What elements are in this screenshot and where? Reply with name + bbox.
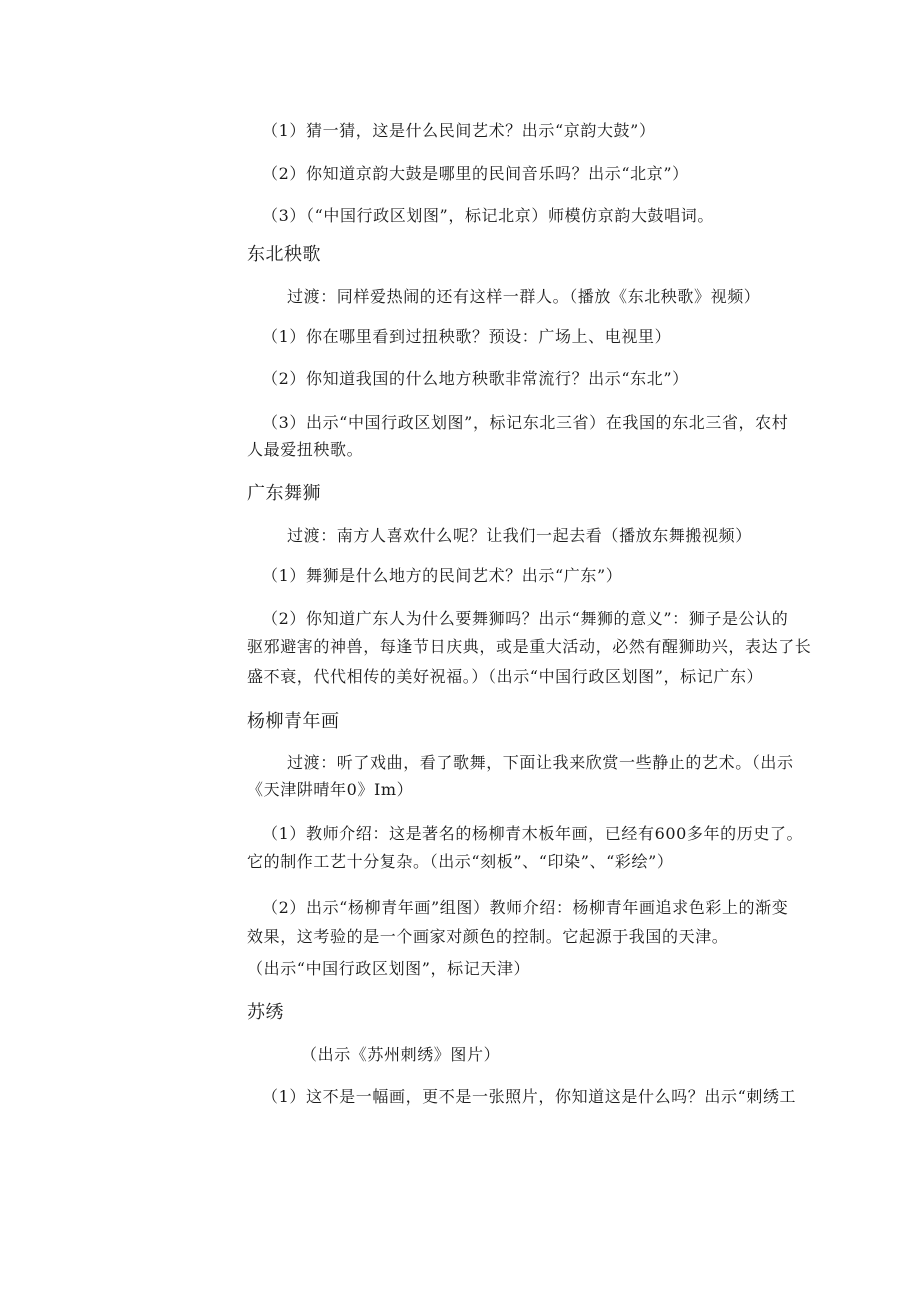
- jingyun-question-2: （2）你知道京韵大鼓是哪里的民间音乐吗？出示“北京”）: [262, 164, 689, 183]
- section-heading-wushi: 广东舞狮: [247, 483, 321, 504]
- yangge-question-3-line-2: 人最爱扭秧歌。: [247, 440, 364, 459]
- jingyun-question-1: （1）猜一猜，这是什么民间艺术？出示“京韵大鼓”）: [262, 121, 656, 140]
- nianhua-question-1-line-1: （1）教师介绍：这是著名的杨柳青木板年画，已经有600多年的历史了。: [262, 824, 804, 843]
- suxiu-question-1: （1）这不是一幅画，更不是一张照片，你知道这是什么吗？出示“刺绣工: [262, 1087, 797, 1106]
- nianhua-question-2-line-3: （出示“中国行政区划图”，标记天津）: [247, 959, 531, 978]
- wushi-question-2-line-3: 盛不衰，代代相传的美好祝福。）（出示“中国行政区划图”，标记广东）: [247, 667, 764, 686]
- wushi-transition: 过渡：南方人喜欢什么呢？让我们一起去看（播放东舞搬视频）: [287, 526, 752, 545]
- section-heading-yangge: 东北秧歌: [247, 244, 321, 265]
- nianhua-question-2-line-2: 效果，这考验的是一个画家对颜色的控制。它起源于我国的天津。: [247, 927, 729, 946]
- yangge-transition: 过渡：同样爱热闹的还有这样一群人。（播放《东北秧歌》视频）: [287, 287, 761, 306]
- nianhua-transition-line-1: 过渡：听了戏曲，看了歌舞，下面让我来欣赏一些静止的艺术。（出示: [287, 753, 794, 772]
- wushi-question-2-line-1: （2）你知道广东人为什么要舞狮吗？出示“舞狮的意义”：狮子是公认的: [262, 609, 789, 628]
- wushi-question-2-line-2: 驱邪避害的神兽，每逢节日庆典，或是重大活动，必然有醒狮助兴，表达了长: [247, 637, 812, 656]
- yangge-question-2: （2）你知道我国的什么地方秧歌非常流行？出示“东北”）: [262, 369, 689, 388]
- yangge-question-3-line-1: （3）出示“中国行政区划图”，标记东北三省）在我国的东北三省，农村: [262, 413, 789, 432]
- wushi-question-1: （1）舞狮是什么地方的民间艺术？出示“广东”）: [262, 566, 623, 585]
- nianhua-question-2-line-1: （2）出示“杨柳青年画”组图）教师介绍：杨柳青年画追求色彩上的渐变: [262, 898, 789, 917]
- nianhua-transition-line-2: 《天津阱晴年0》Im）: [247, 780, 414, 799]
- section-heading-nianhua: 杨柳青年画: [247, 711, 340, 732]
- nianhua-question-1-line-2: 它的制作工艺十分复杂。（出示“刻板”、“印染”、“彩绘”）: [247, 852, 674, 871]
- jingyun-question-3: （3）（“中国行政区划图”，标记北京）师模仿京韵大鼓唱词。: [262, 206, 714, 225]
- yangge-question-1: （1）你在哪里看到过扭秧歌？预设：广场上、电视里）: [262, 327, 672, 346]
- suxiu-show-picture: （出示《苏州刺绣》图片）: [301, 1045, 501, 1064]
- section-heading-suxiu: 苏绣: [247, 1002, 284, 1023]
